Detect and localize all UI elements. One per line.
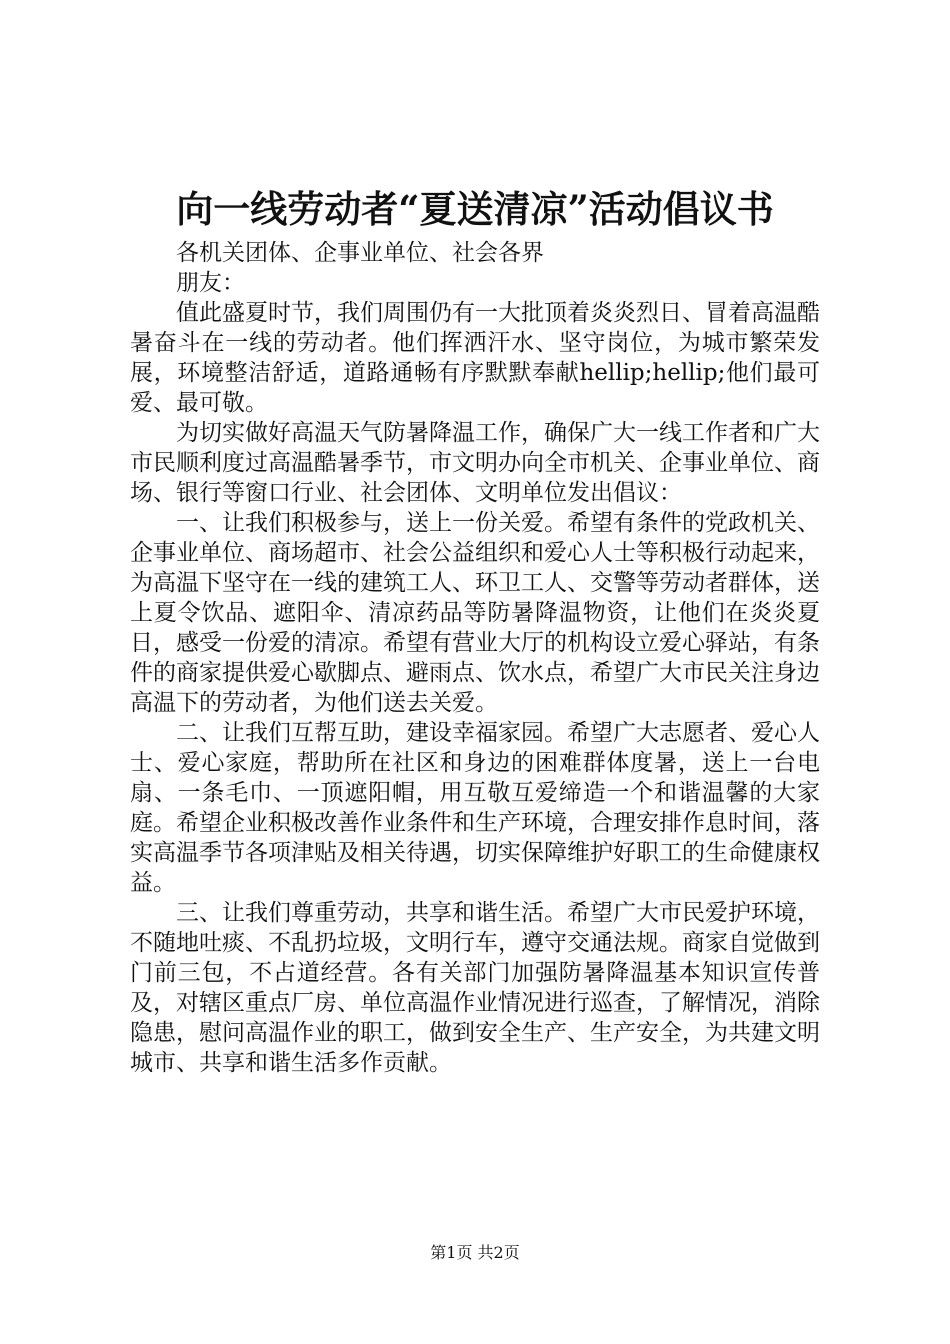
- paragraph: 一、让我们积极参与，送上一份关爱。希望有条件的党政机关、企事业单位、商场超市、社会公益组织和爱心人士等积极行动起来，为高温下坚守在一线的建筑工人、环卫工人、交警等劳动者群体，送上夏令饮品、遮阳伞、清凉药品等防暑降温物资，让他们在炎炎夏日，感受一份爱的清凉。希望有营业大厅的机构设立爱心驿站，有条件的商家提供爱心歇脚点、避雨点、饮水点，希望广大市民关注身边高温下的劳动者，为他们送去关爱。: [130, 510, 820, 716]
- paragraph: 三、让我们尊重劳动，共享和谐生活。希望广大市民爱护环境，不随地吐痰、不乱扔垃圾，文明行车，遵守交通法规。商家自觉做到门前三包，不占道经营。各有关部门加强防暑降温基本知识宣传普及，对辖区重点厂房、单位高温作业情况进行巡查，了解情况，消除隐患，慰问高温作业的职工，做到安全生产、生产安全，为共建文明城市、共享和谐生活多作贡献。: [130, 900, 820, 1076]
- paragraph: 二、让我们互帮互助，建设幸福家园。希望广大志愿者、爱心人士、爱心家庭，帮助所在社区和身边的困难群体度暑，送上一台电扇、一条毛巾、一顶遮阳帽，用互敬互爱缔造一个和谐温馨的大家庭。希望企业积极改善作业条件和生产环境，合理安排作息时间，落实高温季节各项津贴及相关待遇，切实保障维护好职工的生命健康权益。: [130, 720, 820, 896]
- page-number-footer: 第1页 共2页: [430, 1243, 520, 1262]
- document-body: [130, 238, 820, 1078]
- paragraph: 值此盛夏时节，我们周围仍有一大批顶着炎炎烈日、冒着高温酷暑奋斗在一线的劳动者。他们挥洒汗水、坚守岗位，为城市繁荣发展，环境整洁舒适，道路通畅有序默默奉献hellip;hellip;他们最可爱、最可敬。: [130, 300, 820, 416]
- salutation-line: 各机关团体、企事业单位、社会各界: [176, 240, 544, 266]
- document-title: 向一线劳动者“夏送清凉”活动倡议书: [176, 187, 774, 231]
- salutation-line: 朋友：: [176, 270, 245, 296]
- paragraph: 为切实做好高温天气防暑降温工作，确保广大一线工作者和广大市民顺利度过高温酷暑季节，市文明办向全市机关、企事业单位、商场、银行等窗口行业、社会团体、文明单位发出倡议：: [130, 420, 820, 506]
